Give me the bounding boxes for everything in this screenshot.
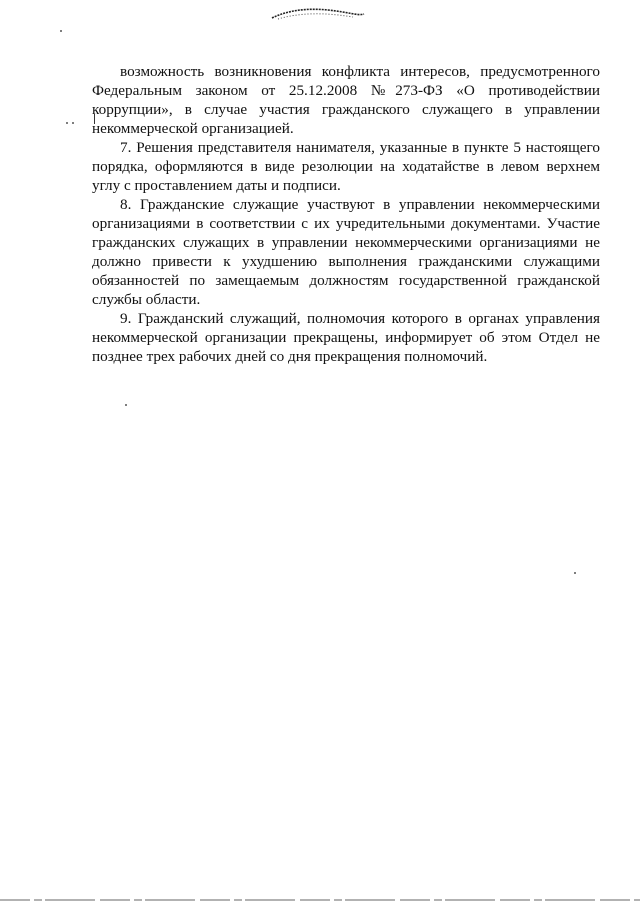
paragraph-8: 8. Гражданские служащие участвуют в управлении некоммерческими организациями в соответствии с их учредительными документами. Участие гражданских служащих в управлении некоммерческими организациями не должно привести к ухудшению выполнения гражданскими служащими обязанностей по замещаемым должностям государственной гражданской службы области. xyxy=(92,196,600,308)
paragraph-9: 9. Гражданский служащий, полномочия которого в органах управления некоммерческой организации прекращены, информирует об этом Отдел не позднее трех рабочих дней со дня прекращения полномочий. xyxy=(92,310,600,365)
scan-bottom-edge xyxy=(0,899,640,901)
scan-speck xyxy=(574,572,576,574)
scan-speck xyxy=(66,122,68,124)
scan-speck xyxy=(125,404,127,406)
scan-artifact-mark xyxy=(268,6,368,22)
scan-speck xyxy=(60,30,62,32)
paragraph-continuation: возможность возникновения конфликта интересов, предусмотренного Федеральным законом от 25.12.2008 №273-ФЗ «О противодействии коррупции», в случае участия гражданского служащего в управлении некоммерческой организацией. xyxy=(92,63,600,137)
document-body xyxy=(92,62,600,366)
paragraph-7: 7. Решения представителя нанимателя, указанные в пункте 5 настоящего порядка, оформляются в виде резолюции на ходатайстве в левом верхнем углу с проставлением даты и подписи. xyxy=(92,139,600,194)
scan-speck xyxy=(72,122,74,124)
